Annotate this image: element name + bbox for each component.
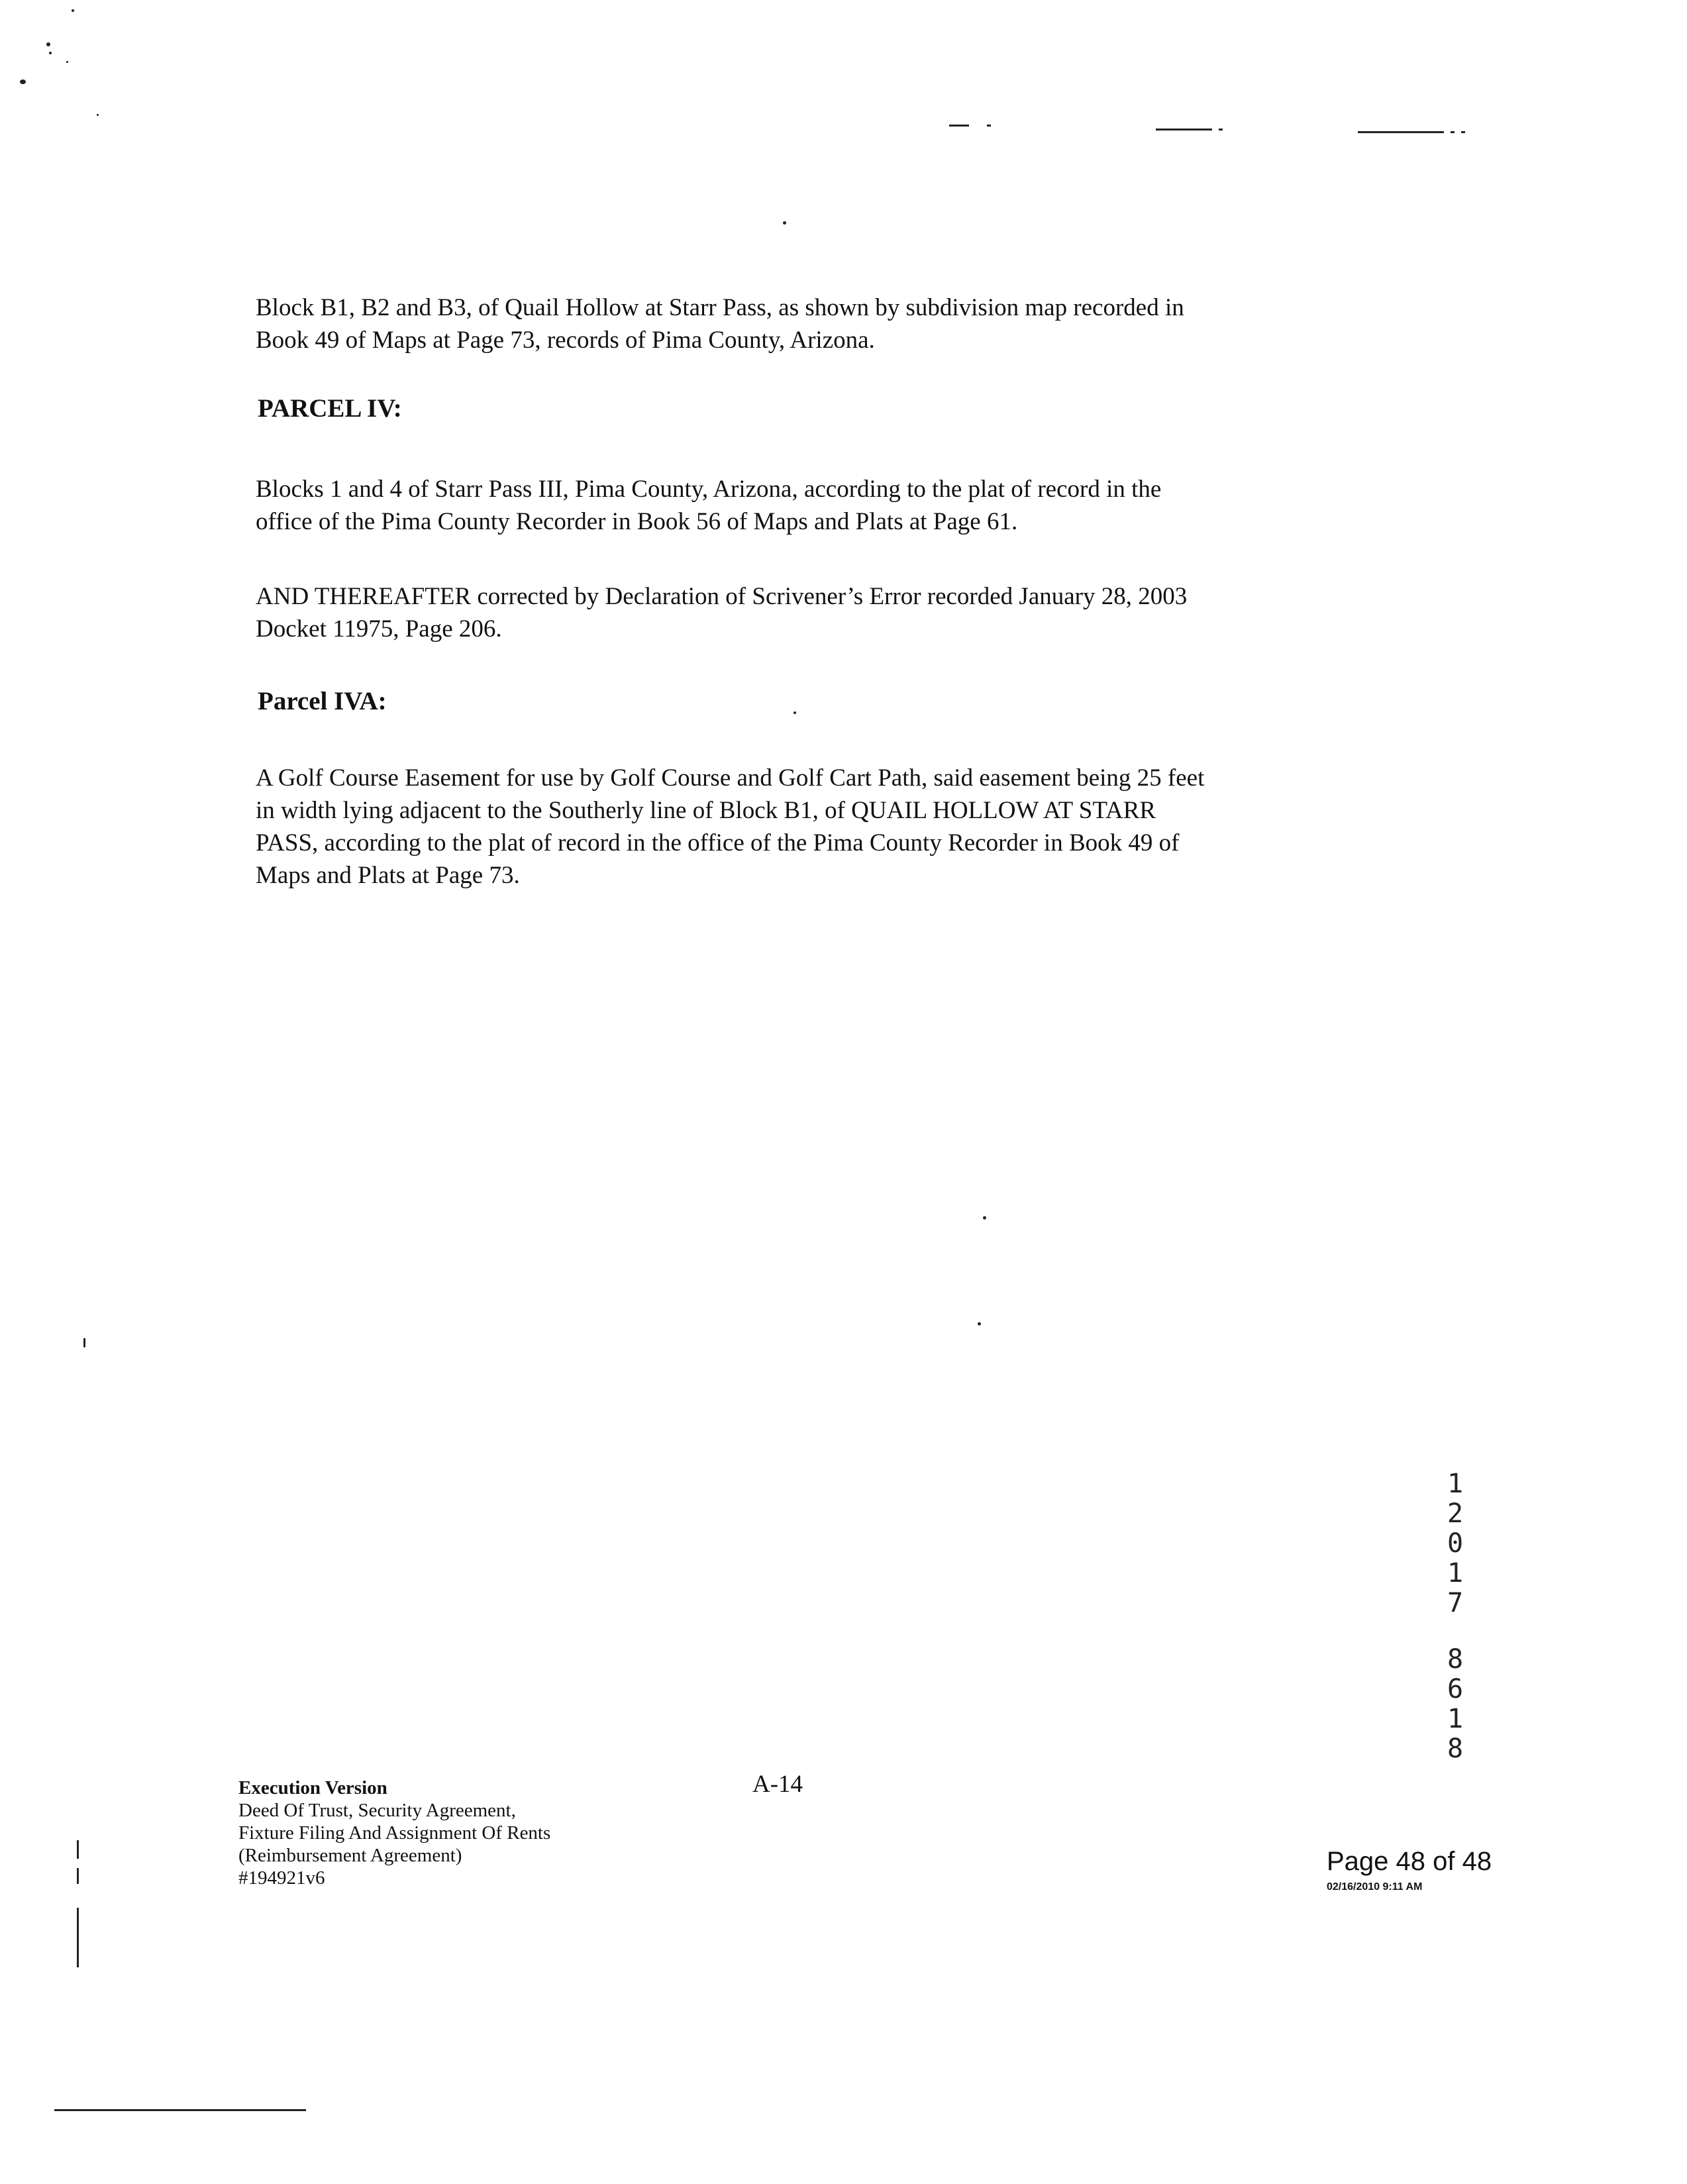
stamp-digit: 7 [1447, 1588, 1464, 1618]
footer-rule [54, 2109, 306, 2111]
footer-version: Execution Version [238, 1777, 387, 1798]
scan-speck [83, 1338, 85, 1347]
scan-speck [783, 221, 786, 225]
parcel-iv-heading: PARCEL IV: [258, 394, 402, 423]
margin-mark [77, 1868, 79, 1884]
page-number: Page 48 of 48 [1327, 1847, 1492, 1876]
scan-speck [72, 9, 74, 12]
footer-doc-title-line3: (Reimbursement Agreement) [238, 1845, 462, 1866]
header-rule [1156, 129, 1212, 130]
stamp-digit: 6 [1447, 1674, 1464, 1704]
scan-speck [66, 61, 68, 63]
stamp-digit: 8 [1447, 1644, 1464, 1675]
scan-speck [46, 42, 50, 46]
scan-speck [983, 1216, 986, 1220]
golf-course-easement-description: A Golf Course Easement for use by Golf Course and Golf Cart Path, said easement being 25 feet in width lying adjacent to the Southerly line of Block B1, of QUAIL HOLLOW AT STARR PASS, according to the plat of record in the office of the Pima County Recorder in Book 49 of Maps and Plats at Page 73. [256, 764, 1205, 889]
header-rule [987, 125, 991, 127]
parcel-iii-description: Block B1, B2 and B3, of Quail Hollow at Starr Pass, as shown by subdivision map recorded in Book 49 of Maps at Page 73, records of Pima County, Arizona. [256, 294, 1184, 354]
scan-speck [978, 1322, 981, 1326]
footer-doc-title-line2: Fixture Filing And Assignment Of Rents [238, 1822, 551, 1844]
stamp-digit: 1 [1447, 1704, 1464, 1734]
header-rule [1219, 129, 1223, 130]
parcel-iva-heading: Parcel IVA: [258, 687, 387, 715]
header-rule [949, 125, 969, 127]
header-rule [1451, 131, 1455, 133]
scriveners-error-note: AND THEREAFTER corrected by Declaration of Scrivener’s Error recorded January 28, 2003 Docket 11975, Page 206. [256, 583, 1188, 643]
header-rule [1358, 131, 1444, 133]
scan-speck [97, 114, 99, 116]
page-code: A-14 [752, 1771, 803, 1798]
scan-speck [793, 711, 796, 714]
stamp-digit: 1 [1447, 1558, 1464, 1588]
footer-document-info [238, 1777, 550, 1889]
stamp-digit: 2 [1447, 1498, 1464, 1529]
recording-stamp [1439, 1469, 1472, 1764]
scan-speck [20, 79, 26, 84]
stamp-digit: 0 [1447, 1528, 1464, 1559]
print-timestamp: 02/16/2010 9:11 AM [1327, 1881, 1423, 1893]
scan-speck [49, 52, 52, 54]
header-rule [1461, 131, 1465, 133]
stamp-digit: 1 [1447, 1469, 1464, 1499]
margin-mark [77, 1840, 79, 1859]
footer-doc-id: #194921v6 [238, 1867, 325, 1889]
margin-mark [77, 1908, 79, 1967]
stamp-digit: 8 [1447, 1734, 1464, 1764]
footer-doc-title-line1: Deed Of Trust, Security Agreement, [238, 1800, 516, 1821]
parcel-iv-description: Blocks 1 and 4 of Starr Pass III, Pima County, Arizona, according to the plat of record in the office of the Pima County Recorder in Book 56 of Maps and Plats at Page 61. [256, 476, 1162, 535]
stamp-gap [1439, 1618, 1472, 1645]
